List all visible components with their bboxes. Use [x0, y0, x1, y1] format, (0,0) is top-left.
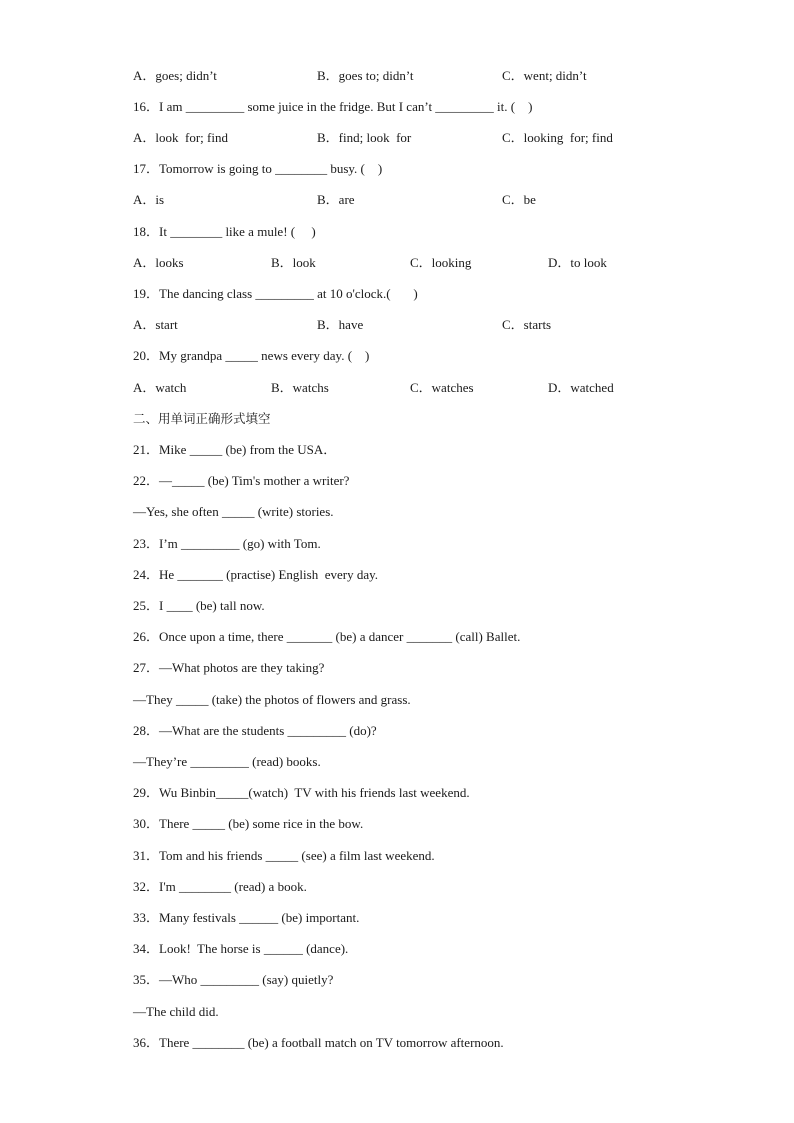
question-18: 18．It ________ like a mule! ( ) — [133, 224, 316, 239]
question-34: 34．Look! The horse is ______ (dance). — [133, 941, 349, 956]
question-24: 24．He _______ (practise) English every day. — [133, 567, 379, 582]
question-33: 33．Many festivals ______ (be) important. — [133, 910, 360, 925]
question-17: 17．Tomorrow is going to ________ busy. ( ) — [133, 161, 383, 176]
option-a: A．looks — [133, 255, 184, 270]
option-c: C．starts — [502, 317, 552, 332]
option-a: A．look for; find — [133, 130, 228, 145]
question-23: 23．I’m _________ (go) with Tom. — [133, 536, 321, 551]
option-a: A．start — [133, 317, 178, 332]
option-c: C．looking for; find — [502, 130, 613, 145]
question-26: 26．Once upon a time, there _______ (be) a dancer _______ (call) Ballet. — [133, 629, 521, 644]
question-36: 36．There ________ (be) a football match on TV tomorrow afternoon. — [133, 1035, 504, 1050]
question-32: 32．I'm ________ (read) a book. — [133, 879, 307, 894]
option-c: C．looking — [410, 255, 472, 270]
option-b: B．are — [317, 192, 355, 207]
options-row-17 — [133, 190, 536, 210]
option-a: A．is — [133, 192, 165, 207]
options-row-19 — [133, 315, 552, 335]
options-row-15 — [133, 66, 587, 86]
option-c: C．went; didn’t — [502, 68, 587, 83]
question-29: 29．Wu Binbin_____(watch) TV with his friends last weekend. — [133, 785, 470, 800]
question-35: 35．—Who _________ (say) quietly? — [133, 972, 334, 987]
option-b: B．find; look for — [317, 130, 412, 145]
question-19: 19．The dancing class _________ at 10 o'clock.( ) — [133, 286, 418, 301]
question-31: 31．Tom and his friends _____ (see) a film last weekend. — [133, 848, 435, 863]
question-27-reply: —They _____ (take) the photos of flowers and grass. — [133, 692, 411, 707]
option-c: C．watches — [410, 380, 474, 395]
options-row-18 — [133, 253, 607, 273]
section-heading: 二、用单词正确形式填空 — [133, 411, 271, 426]
question-16: 16．I am _________ some juice in the fridge. But I can’t _________ it. ( ) — [133, 99, 533, 114]
option-a: A．watch — [133, 380, 187, 395]
question-35-reply: —The child did. — [133, 1004, 219, 1019]
question-21: 21．Mike _____ (be) from the USA． — [133, 442, 337, 457]
options-row-16 — [133, 128, 613, 148]
option-b: B．look — [271, 255, 316, 270]
question-28-reply: —They’re _________ (read) books. — [133, 754, 321, 769]
question-22: 22．—_____ (be) Tim's mother a writer? — [133, 473, 350, 488]
question-22-reply: —Yes, she often _____ (write) stories. — [133, 504, 334, 519]
option-b: B．goes to; didn’t — [317, 68, 414, 83]
question-27: 27．—What photos are they taking? — [133, 660, 325, 675]
question-28: 28．—What are the students _________ (do)? — [133, 723, 377, 738]
options-row-20 — [133, 378, 614, 398]
option-d: D．to look — [548, 255, 607, 270]
question-25: 25．I ____ (be) tall now. — [133, 598, 265, 613]
question-20: 20．My grandpa _____ news every day. ( ) — [133, 348, 370, 363]
option-b: B．watchs — [271, 380, 329, 395]
option-a: A．goes; didn’t — [133, 68, 217, 83]
option-d: D．watched — [548, 380, 614, 395]
option-b: B．have — [317, 317, 364, 332]
question-30: 30．There _____ (be) some rice in the bow. — [133, 816, 364, 831]
option-c: C．be — [502, 192, 536, 207]
